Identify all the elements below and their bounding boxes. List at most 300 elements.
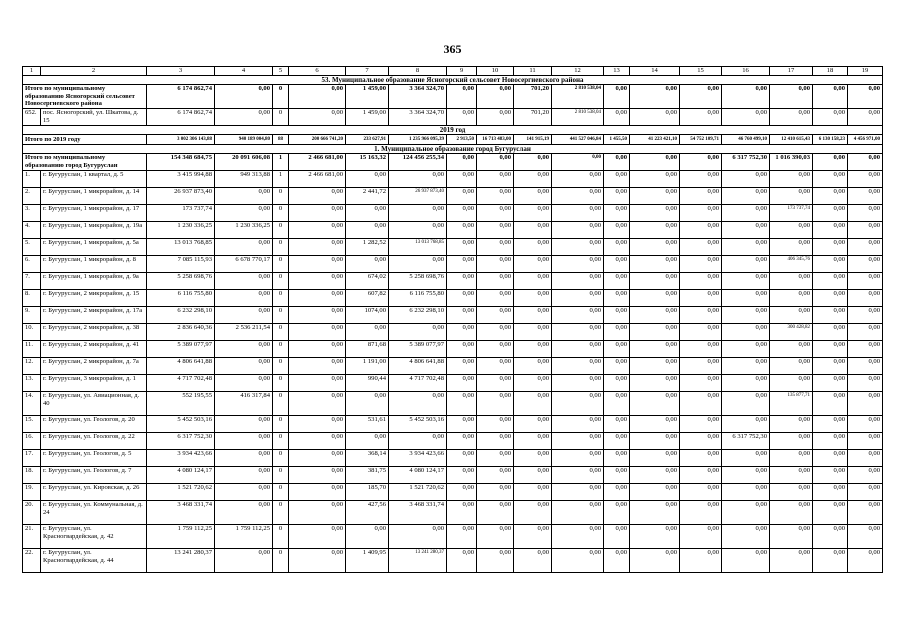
row-address: г. Бугуруслан, 1 микрорайон, д. 8 [41, 256, 147, 273]
table-cell: 0,00 [848, 375, 883, 392]
table-cell: 0,00 [680, 307, 722, 324]
table-cell: 0,00 [289, 525, 346, 549]
table-cell: 0,00 [848, 239, 883, 256]
table-cell: 0,00 [215, 501, 273, 525]
table-cell: 0,00 [552, 290, 604, 307]
table-cell: 0,00 [630, 109, 680, 126]
total-cell: 0,00 [604, 154, 630, 171]
table-cell: 0,00 [514, 375, 552, 392]
column-number: 5 [273, 67, 289, 76]
table-cell: 0,00 [848, 392, 883, 416]
table-cell: 0,00 [604, 273, 630, 290]
table-cell: 0,00 [552, 358, 604, 375]
table-cell: 6 317 752,30 [722, 433, 770, 450]
total-cell: 124 456 255,34 [389, 154, 447, 171]
row-number: 16. [23, 433, 41, 450]
column-number: 2 [41, 67, 147, 76]
table-cell: 6 116 755,80 [389, 290, 447, 307]
table-cell: 0,00 [514, 341, 552, 358]
table-cell: 0,00 [215, 467, 273, 484]
row-number: 1. [23, 171, 41, 188]
table-cell: 0 [273, 307, 289, 324]
total-cell: 1 459,00 [346, 85, 389, 109]
total-cell: 3 002 306 143,88 [147, 135, 215, 145]
table-cell: 0,00 [447, 109, 477, 126]
table-cell: 0,00 [813, 433, 848, 450]
page-number: 365 [443, 42, 462, 56]
table-cell: 0,00 [477, 205, 514, 222]
total-cell: 701,20 [514, 85, 552, 109]
table-cell: 0,00 [447, 501, 477, 525]
table-cell: 0,00 [630, 450, 680, 467]
table-cell: 990,44 [346, 375, 389, 392]
table-cell: 0,00 [552, 416, 604, 433]
table-cell: 0,00 [848, 171, 883, 188]
table-cell: 0,00 [289, 433, 346, 450]
table-cell: 0 [273, 324, 289, 341]
total-cell: 2 466 681,00 [289, 154, 346, 171]
total-cell: 20 091 606,08 [215, 154, 273, 171]
table-cell: 0,00 [514, 188, 552, 205]
table-cell: 0,00 [552, 375, 604, 392]
table-cell: 0,00 [680, 358, 722, 375]
total-cell: 0,00 [477, 154, 514, 171]
table-cell: 0,00 [514, 256, 552, 273]
table-cell: 0,00 [447, 416, 477, 433]
table-cell: 0,00 [848, 273, 883, 290]
table-cell: 4 806 641,88 [389, 358, 447, 375]
table-cell: 0,00 [552, 222, 604, 239]
table-cell: 4 717 702,48 [147, 375, 215, 392]
table-cell: 0,00 [813, 484, 848, 501]
total-cell: 0,00 [477, 85, 514, 109]
table-cell: 0,00 [604, 525, 630, 549]
table-cell: 0,00 [514, 205, 552, 222]
row-number: 4. [23, 222, 41, 239]
table-cell: 0,00 [477, 222, 514, 239]
total-cell: 0,00 [848, 85, 883, 109]
table-cell: 0,00 [447, 273, 477, 290]
table-cell: 0,00 [514, 450, 552, 467]
total-cell: 0,00 [680, 85, 722, 109]
row-number: 652. [23, 109, 41, 126]
table-cell: 0,00 [346, 256, 389, 273]
table-cell: 0,00 [552, 273, 604, 290]
table-cell: 0,00 [346, 392, 389, 416]
table-cell: 0,00 [604, 290, 630, 307]
row-number: 13. [23, 375, 41, 392]
table-cell: 0,00 [514, 290, 552, 307]
table-cell: 0,00 [770, 450, 813, 467]
table-cell: 0,00 [514, 239, 552, 256]
table-cell: 0,00 [630, 525, 680, 549]
table-cell: 0,00 [447, 188, 477, 205]
row-address: г. Бугуруслан, ул. Кировская, д. 26 [41, 484, 147, 501]
row-number: 6. [23, 256, 41, 273]
table-cell: 0,00 [604, 484, 630, 501]
table-cell: 0,00 [289, 392, 346, 416]
total-cell: 6 317 752,30 [722, 154, 770, 171]
table-cell: 0,00 [770, 525, 813, 549]
total-cell: 46 760 499,10 [722, 135, 770, 145]
table-cell: 0,00 [604, 341, 630, 358]
table-cell: 0,00 [447, 290, 477, 307]
table-cell: 0,00 [680, 433, 722, 450]
table-cell: 0,00 [514, 549, 552, 573]
table-cell: 0,00 [680, 188, 722, 205]
table-cell: 0,00 [477, 433, 514, 450]
table-cell: 0,00 [722, 549, 770, 573]
table-cell: 0,00 [722, 525, 770, 549]
table-cell: 1 230 336,25 [215, 222, 273, 239]
total-cell: 3 364 324,70 [389, 85, 447, 109]
table-cell: 0,00 [477, 375, 514, 392]
column-number: 19 [848, 67, 883, 76]
table-row [23, 109, 883, 126]
table-cell: 0,00 [289, 109, 346, 126]
table-cell: 0,00 [514, 467, 552, 484]
table-cell: 0,00 [447, 256, 477, 273]
table-cell: 0,00 [630, 205, 680, 222]
section-title-row [23, 76, 883, 85]
table-cell: 0,00 [604, 188, 630, 205]
table-row [23, 341, 883, 358]
table-cell: 0,00 [552, 239, 604, 256]
table-cell: 0,00 [848, 256, 883, 273]
table-cell: 0,00 [346, 205, 389, 222]
table-cell: 0,00 [813, 205, 848, 222]
row-address: г. Бугуруслан, 1 микрорайон, д. 19а [41, 222, 147, 239]
table-cell: 0,00 [630, 501, 680, 525]
table-cell: 0,00 [813, 416, 848, 433]
table-cell: 0,00 [680, 501, 722, 525]
total-cell: 12 410 615,43 [770, 135, 813, 145]
total-cell: 1 235 966 095,39 [389, 135, 447, 145]
table-cell: 13 241 280,37 [389, 549, 447, 573]
table-cell: 0,00 [514, 324, 552, 341]
total-cell: 0,00 [722, 85, 770, 109]
table-cell: 1 282,52 [346, 239, 389, 256]
column-number: 16 [722, 67, 770, 76]
column-number: 4 [215, 67, 273, 76]
total-cell: 1 016 390,03 [770, 154, 813, 171]
table-cell: 0,00 [447, 171, 477, 188]
table-cell: 0,00 [477, 525, 514, 549]
table-cell: 0,00 [552, 188, 604, 205]
table-cell: 0,00 [215, 416, 273, 433]
table-cell: 0,00 [447, 205, 477, 222]
total-cell: 0,00 [770, 85, 813, 109]
row-address: г. Бугуруслан, ул. Геологов, д. 5 [41, 450, 147, 467]
table-cell: 3 934 423,66 [389, 450, 447, 467]
table-cell: 0,00 [514, 307, 552, 324]
table-cell: 0 [273, 467, 289, 484]
table-cell: 0,00 [813, 324, 848, 341]
table-cell: 0,00 [289, 324, 346, 341]
table-row [23, 416, 883, 433]
table-cell: 0,00 [848, 109, 883, 126]
table-cell: 0,00 [389, 392, 447, 416]
table-cell: 0,00 [604, 171, 630, 188]
column-number: 11 [514, 67, 552, 76]
table-cell: 0,00 [813, 450, 848, 467]
table-cell: 0,00 [770, 375, 813, 392]
table-cell: 0,00 [630, 239, 680, 256]
row-address: г. Бугуруслан, 1 микрорайон, д. 17 [41, 205, 147, 222]
table-cell: 0,00 [215, 358, 273, 375]
table-cell: 0,00 [630, 416, 680, 433]
table-cell: 0,00 [389, 205, 447, 222]
total-cell: 0,00 [215, 85, 273, 109]
table-cell: 0,00 [630, 484, 680, 501]
table-row [23, 484, 883, 501]
row-number: 12. [23, 358, 41, 375]
table-cell: 0,00 [552, 450, 604, 467]
table-cell: 135 877,71 [770, 392, 813, 416]
column-number: 18 [813, 67, 848, 76]
row-number: 18. [23, 467, 41, 484]
table-cell: 3 934 423,66 [147, 450, 215, 467]
table-cell: 0,00 [477, 109, 514, 126]
section-title: 2019 год [23, 126, 883, 135]
table-cell: 0 [273, 433, 289, 450]
table-cell: 1 409,95 [346, 549, 389, 573]
table-cell: 0,00 [680, 467, 722, 484]
total-label: Итого по муниципальному образованию город Бугуруслан [23, 154, 147, 171]
table-cell: 0,00 [477, 307, 514, 324]
table-cell: 0,00 [848, 416, 883, 433]
table-cell: 0,00 [770, 239, 813, 256]
table-cell: 0,00 [447, 341, 477, 358]
table-cell: 1 230 336,25 [147, 222, 215, 239]
table-cell: 0,00 [813, 341, 848, 358]
table-cell: 0,00 [289, 450, 346, 467]
table-cell: 0,00 [722, 324, 770, 341]
table-cell: 0,00 [477, 450, 514, 467]
table-cell: 0,00 [447, 549, 477, 573]
table-cell: 0,00 [477, 324, 514, 341]
total-cell: 4 456 971,00 [848, 135, 883, 145]
table-cell: 0,00 [680, 171, 722, 188]
table-cell: 0,00 [447, 375, 477, 392]
table-row [23, 307, 883, 324]
table-cell: 0,00 [289, 290, 346, 307]
row-address: г. Бугуруслан, 1 микрорайон, д. 14 [41, 188, 147, 205]
table-cell: 0,00 [477, 188, 514, 205]
table-cell: 185,70 [346, 484, 389, 501]
table-cell: 0,00 [770, 549, 813, 573]
table-cell: 0 [273, 256, 289, 273]
table-cell: 0,00 [289, 467, 346, 484]
table-cell: 5 258 698,76 [147, 273, 215, 290]
row-number: 10. [23, 324, 41, 341]
table-cell: 0,00 [604, 109, 630, 126]
total-cell: 2 913,50 [447, 135, 477, 145]
column-number: 14 [630, 67, 680, 76]
table-cell: 0,00 [477, 341, 514, 358]
table-cell: 0,00 [604, 433, 630, 450]
table-cell: 2 441,72 [346, 188, 389, 205]
table-cell: 0,00 [514, 525, 552, 549]
table-cell: 1 759 112,25 [147, 525, 215, 549]
year-total-row [23, 135, 883, 145]
table-cell: 0,00 [680, 450, 722, 467]
table-cell: 2 536 211,54 [215, 324, 273, 341]
table-cell: 0,00 [680, 416, 722, 433]
table-cell: 531,61 [346, 416, 389, 433]
table-cell: 0,00 [289, 341, 346, 358]
table-cell: 0,00 [722, 239, 770, 256]
table-cell: 0,00 [514, 416, 552, 433]
table-cell: 0,00 [630, 273, 680, 290]
table-cell: 0,00 [813, 188, 848, 205]
table-cell: 0,00 [848, 324, 883, 341]
table-cell: 0,00 [552, 324, 604, 341]
table-cell: 5 452 503,16 [389, 416, 447, 433]
row-number: 22. [23, 549, 41, 573]
table-cell: 1 459,00 [346, 109, 389, 126]
table-cell: 0,00 [389, 433, 447, 450]
table-cell: 0,00 [630, 549, 680, 573]
row-address: г. Бугуруслан, 2 микрорайон, д. 7а [41, 358, 147, 375]
table-cell: 0,00 [477, 290, 514, 307]
table-cell: 0,00 [514, 273, 552, 290]
table-row [23, 375, 883, 392]
total-cell: 6 174 862,74 [147, 85, 215, 109]
table-cell: 0,00 [514, 501, 552, 525]
total-label: Итого по муниципальному образованию Ясногорский сельсовет Новосергиевского района [23, 85, 147, 109]
row-number: 14. [23, 392, 41, 416]
row-address: г. Бугуруслан, ул. Авиационная, д. 40 [41, 392, 147, 416]
table-cell: 0,00 [346, 433, 389, 450]
table-cell: 0 [273, 239, 289, 256]
table-cell: 0,00 [813, 358, 848, 375]
table-cell: 0,00 [215, 484, 273, 501]
table-cell: 0,00 [848, 433, 883, 450]
table-cell: 3 468 331,74 [389, 501, 447, 525]
table-cell: 0,00 [447, 450, 477, 467]
table-cell: 4 717 702,48 [389, 375, 447, 392]
table-cell: 0,00 [514, 171, 552, 188]
table-cell: 0,00 [604, 256, 630, 273]
table-cell: 0,00 [722, 290, 770, 307]
table-cell: 0,00 [552, 433, 604, 450]
table-cell: 0,00 [813, 307, 848, 324]
table-cell: 0,00 [680, 392, 722, 416]
table-cell: 0,00 [630, 324, 680, 341]
table-cell: 0,00 [722, 341, 770, 358]
table-cell: 0,00 [215, 450, 273, 467]
table-cell: 0,00 [447, 525, 477, 549]
total-cell: 0,00 [447, 154, 477, 171]
table-cell: 701,20 [514, 109, 552, 126]
table-cell: 0,00 [630, 467, 680, 484]
table-cell: 0 [273, 222, 289, 239]
table-cell: 0,00 [680, 375, 722, 392]
row-address: г. Бугуруслан, ул. Геологов, д. 20 [41, 416, 147, 433]
table-cell: 2 810 538,04 [552, 109, 604, 126]
table-cell: 0 [273, 501, 289, 525]
table-cell: 0,00 [770, 222, 813, 239]
row-number: 20. [23, 501, 41, 525]
table-cell: 0,00 [477, 256, 514, 273]
table-cell: 0,00 [722, 307, 770, 324]
table-cell: 6 232 298,10 [147, 307, 215, 324]
table-row [23, 239, 883, 256]
table-cell: 0,00 [848, 501, 883, 525]
table-cell: 0,00 [604, 467, 630, 484]
table-cell: 0,00 [813, 467, 848, 484]
column-number: 1 [23, 67, 41, 76]
row-address: г. Бугуруслан, ул. Геологов, д. 7 [41, 467, 147, 484]
total-cell: 1 455,50 [604, 135, 630, 145]
table-cell: 0,00 [722, 416, 770, 433]
table-cell: 0,00 [722, 501, 770, 525]
table-cell: 0,00 [848, 188, 883, 205]
table-cell: 0,00 [604, 307, 630, 324]
table-cell: 0,00 [680, 549, 722, 573]
table-cell: 0,00 [680, 109, 722, 126]
total-cell: 0,00 [630, 154, 680, 171]
column-number: 17 [770, 67, 813, 76]
table-cell: 2 466 681,00 [289, 171, 346, 188]
table-cell: 0,00 [389, 525, 447, 549]
section-title: 53. Муниципальное образование Ясногорский сельсовет Новосергиевского района [23, 76, 883, 85]
table-cell: 1 191,00 [346, 358, 389, 375]
table-cell: 0,00 [447, 392, 477, 416]
column-number: 15 [680, 67, 722, 76]
table-cell: 0,00 [680, 341, 722, 358]
row-number: 15. [23, 416, 41, 433]
table-cell: 0,00 [722, 109, 770, 126]
row-address: г. Бугуруслан, 1 микрорайон, д. 5а [41, 239, 147, 256]
column-number: 12 [552, 67, 604, 76]
table-cell: 0 [273, 392, 289, 416]
table-cell: 0,00 [813, 171, 848, 188]
table-cell: 0 [273, 205, 289, 222]
table-cell: 0,00 [630, 341, 680, 358]
table-cell: 4 080 124,17 [389, 467, 447, 484]
table-cell: 0,00 [215, 375, 273, 392]
table-cell: 0,00 [630, 433, 680, 450]
table-cell: 0 [273, 358, 289, 375]
table-cell: 0,00 [848, 549, 883, 573]
table-cell: 1 759 112,25 [215, 525, 273, 549]
column-number: 13 [604, 67, 630, 76]
table-cell: 0,00 [770, 484, 813, 501]
table-cell: 5 389 077,97 [147, 341, 215, 358]
table-cell: 0,00 [722, 467, 770, 484]
table-cell: 0,00 [848, 484, 883, 501]
table-cell: 0,00 [552, 525, 604, 549]
table-cell: 2 836 640,36 [147, 324, 215, 341]
table-cell: 0,00 [770, 109, 813, 126]
column-number: 3 [147, 67, 215, 76]
column-number-row [23, 67, 883, 76]
table-cell: 0,00 [289, 375, 346, 392]
total-cell: 233 627,91 [346, 135, 389, 145]
table-cell: 173 737,74 [770, 205, 813, 222]
row-address: г. Бугуруслан, ул. Красногвардейская, д. 44 [41, 549, 147, 573]
table-cell: 0,00 [722, 375, 770, 392]
table-cell: 0,00 [630, 222, 680, 239]
row-number: 17. [23, 450, 41, 467]
total-cell: 0,00 [813, 154, 848, 171]
row-address: г. Бугуруслан, ул. Геологов, д. 22 [41, 433, 147, 450]
total-cell: 16 713 483,00 [477, 135, 514, 145]
table-cell: 0,00 [630, 171, 680, 188]
row-address: пос. Ясногорский, ул. Шкатова, д. 15 [41, 109, 147, 126]
